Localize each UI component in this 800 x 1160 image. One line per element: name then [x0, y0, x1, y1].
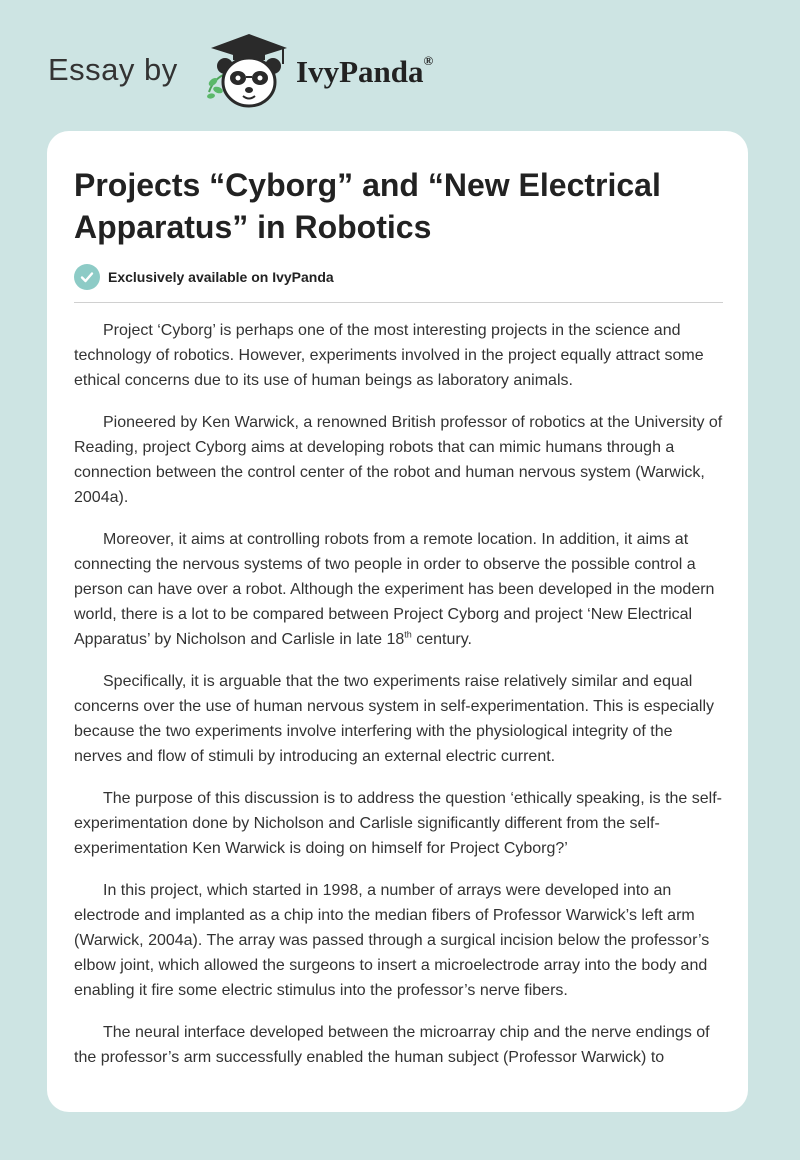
brand-name[interactable] — [296, 54, 433, 90]
check-icon — [74, 264, 100, 290]
paragraph: Specifically, it is arguable that the two experiments raise relatively similar and equal concerns over the use of human nervous system in self-experimentation. This is especially because the two experiments involve interfering with the physiological integrity of the nerves and flow of stimuli by introducing an external electric current. — [74, 673, 715, 765]
essay-by-label: Essay by — [48, 52, 178, 87]
paragraph: Pioneered by Ken Warwick, a renowned British professor of robotics at the University of Reading, project Cyborg aims at developing robots that can mimic humans through a connection between the control center of the robot and human nervous system (Warwick, 2004a). — [74, 414, 723, 506]
paragraph-text: Moreover, it aims at controlling robots from a remote location. In addition, it aims at connecting the nervous systems of two people in order to observe the possible control a person can have over a robot. Although the experiment has been developed in the modern world, there is a lot to be compared between Project Cyborg and project ‘New Electrical Apparatus’ by Nicholson and Carlisle in late 18 — [74, 531, 715, 648]
essay-body — [74, 318, 724, 1087]
paragraph — [74, 527, 724, 652]
divider — [74, 302, 723, 303]
exclusive-badge — [74, 264, 334, 290]
essay-card — [47, 131, 748, 1112]
paragraph-text: century. — [411, 631, 472, 648]
page-title: Projects “Cyborg” and “New Electrical Apparatus” in Robotics — [74, 167, 661, 245]
badge-label: Exclusively available on IvyPanda — [108, 269, 334, 285]
paragraph: In this project, which started in 1998, a number of arrays were developed into an electrode and implanted as a chip into the median fibers of Professor Warwick’s left arm (Warwick, 2004a). The array was passed through a surgical incision below the professor’s elbow joint, which allowed the surgeons to insert a microelectrode array into the body and enabling it fire some electric stimulus into the professor’s nerve fibers. — [74, 882, 710, 999]
ordinal-suffix: th — [404, 629, 412, 640]
brand-label: IvyPanda — [296, 54, 424, 89]
registered-mark: ® — [423, 52, 434, 68]
panda-graduate-icon[interactable] — [203, 30, 295, 110]
paragraph: Project ‘Cyborg’ is perhaps one of the most interesting projects in the science and technology of robotics. However, experiments involved in the project equally attract some ethical concerns due to its use of human beings as laboratory animals. — [74, 322, 704, 389]
paragraph: The neural interface developed between the microarray chip and the nerve endings of the professor’s arm successfully enabled the human subject (Professor Warwick) to — [74, 1024, 710, 1066]
paragraph: The purpose of this discussion is to address the question ‘ethically speaking, is the self-experimentation done by Nicholson and Carlisle significantly different from the self-experimentation Ken Warwick is doing on himself for Project Cyborg?’ — [74, 790, 722, 857]
site-header — [48, 30, 748, 110]
